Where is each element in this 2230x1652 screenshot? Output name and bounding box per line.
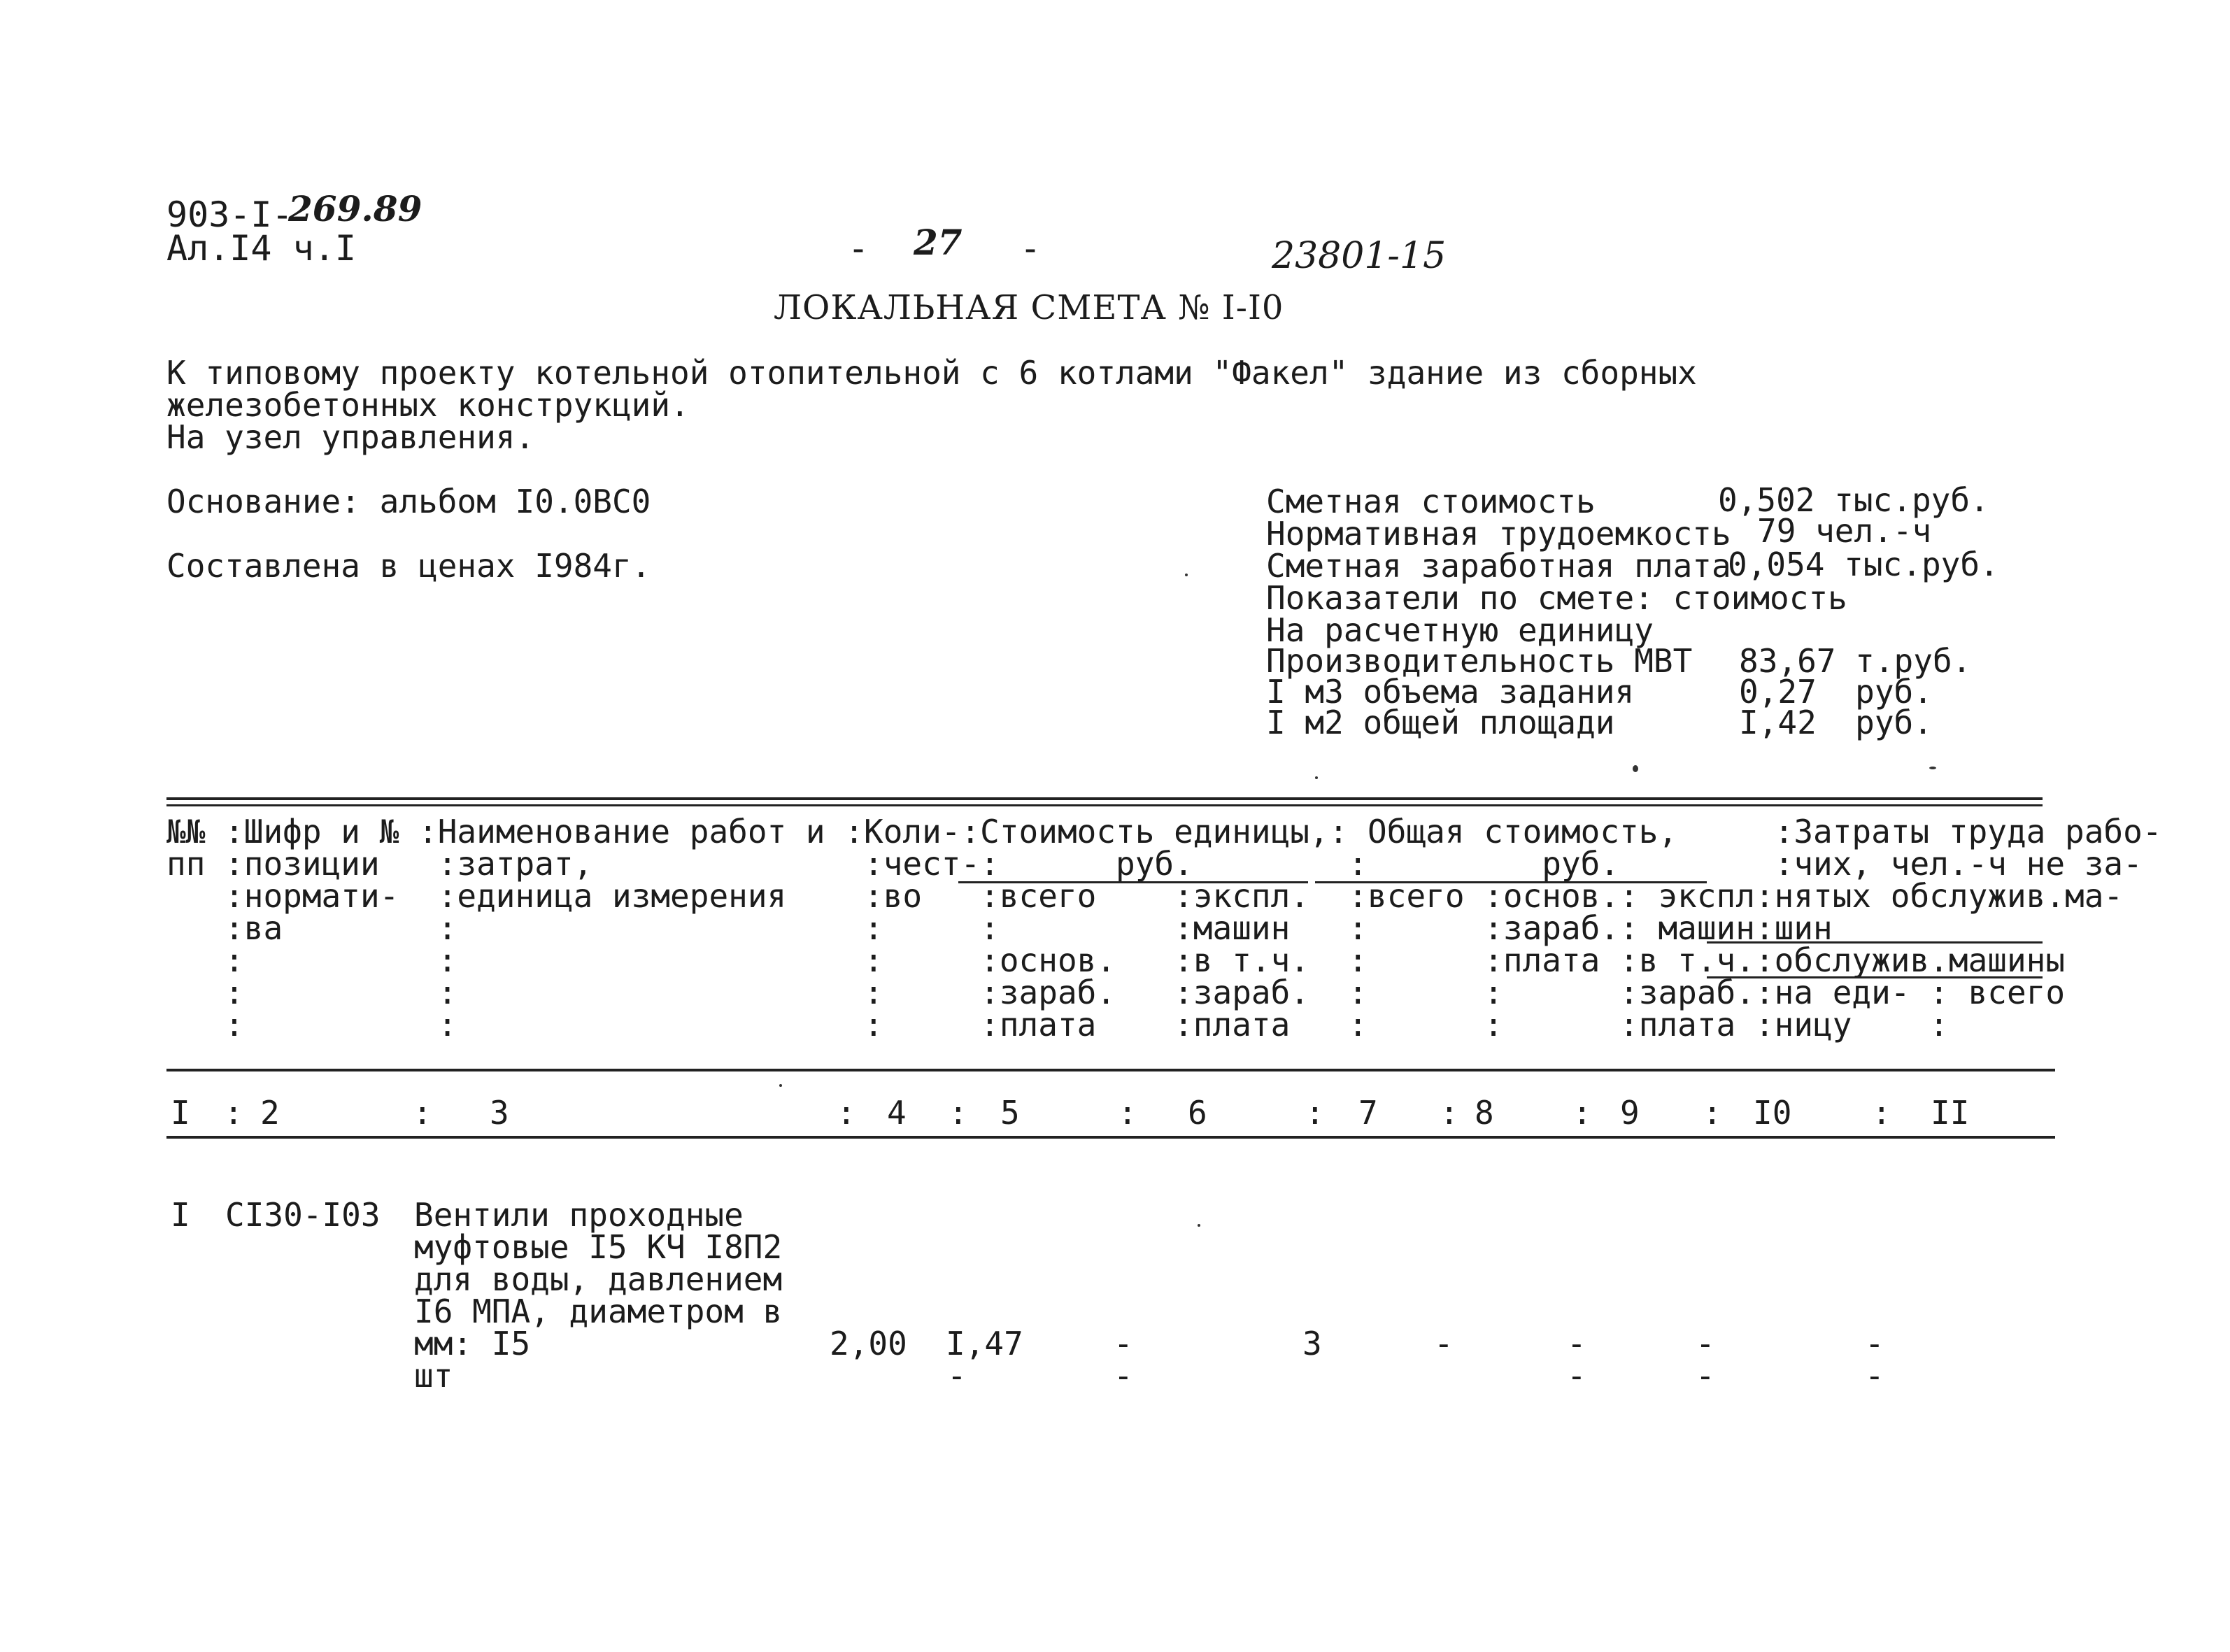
doc-code-prefix: 903-I- — [166, 194, 293, 235]
summary-volume-label: I м3 объема задания — [1266, 673, 1635, 711]
header-bottom-rule — [166, 1069, 2055, 1071]
header-rub-underline-2 — [1315, 881, 1707, 883]
row-qty: 2,00 — [830, 1325, 907, 1362]
summary-area-value: I,42 руб. — [1739, 704, 1933, 741]
summary-volume-value: 0,27 руб. — [1739, 673, 1933, 711]
column-sep: : — [1440, 1094, 1459, 1132]
summary-wage-label: Сметная заработная плата — [1266, 547, 1731, 585]
description-line-2: железобетонных конструкций. — [166, 386, 690, 424]
column-number: I0 — [1753, 1094, 1792, 1132]
row-total: 3 — [1302, 1325, 1322, 1362]
column-number: I — [171, 1094, 190, 1132]
summary-area-label: I м2 общей площади — [1266, 704, 1615, 741]
description-line-3: На узел управления. — [166, 418, 535, 456]
row-name: Вентили проходные муфтовые I5 КЧ I8П2 для воды, давлением I6 МПА, диаметром в мм: I5 шт — [414, 1196, 783, 1395]
summary-cost-label: Сметная стоимость — [1266, 483, 1596, 520]
column-sep: : — [1703, 1094, 1722, 1132]
prices-year: Составлена в ценах I984г. — [166, 547, 651, 585]
column-number: 6 — [1188, 1094, 1207, 1132]
row-code: CI30-I03 — [225, 1196, 381, 1234]
column-number: 4 — [887, 1094, 907, 1132]
summary-labor-value: 79 чел.-ч — [1757, 512, 1932, 550]
column-sep: : — [837, 1094, 856, 1132]
summary-productivity-value: 83,67 т.руб. — [1739, 642, 1972, 680]
scan-speck — [1198, 1224, 1200, 1227]
column-sep: : — [224, 1094, 243, 1132]
column-number: 3 — [490, 1094, 509, 1132]
table-top-rule — [166, 797, 2043, 800]
album-line: Ал.I4 ч.I — [166, 228, 356, 269]
page-title: ЛОКАЛЬНАЯ СМЕТА № I-I0 — [774, 288, 1284, 327]
scan-speck — [779, 1084, 782, 1087]
doc-code-handwritten: 269.89 — [288, 188, 422, 229]
scan-speck — [1315, 776, 1318, 779]
header-service-underline-2 — [1707, 976, 2043, 978]
summary-indicators: Показатели по смете: стоимость — [1266, 579, 1847, 617]
scan-speck — [1185, 574, 1188, 576]
column-sep: : — [1305, 1094, 1325, 1132]
column-number: 9 — [1620, 1094, 1640, 1132]
summary-cost-value: 0,502 тыс.руб. — [1718, 481, 1989, 519]
scan-speck — [1633, 765, 1638, 772]
row-labor-unit-2: - — [1696, 1357, 1715, 1395]
column-number: 2 — [260, 1094, 280, 1132]
page-number: 27 — [914, 222, 963, 263]
summary-per-unit: На расчетную единицу — [1266, 611, 1654, 649]
header-service-underline — [1707, 941, 2043, 944]
summary-labor-label: Нормативная трудоемкость — [1266, 515, 1731, 553]
column-number: 7 — [1358, 1094, 1378, 1132]
column-number: 5 — [1000, 1094, 1020, 1132]
scan-speck — [1929, 767, 1936, 769]
summary-wage-value: 0,054 тыс.руб. — [1728, 546, 1999, 583]
column-number: II — [1931, 1094, 1970, 1132]
page-number-dash-right: - — [1020, 228, 1042, 269]
column-sep: : — [413, 1094, 432, 1132]
row-total-machine: - — [1567, 1325, 1586, 1362]
row-total-wage: - — [1434, 1325, 1454, 1362]
inventory-number: 23801-15 — [1272, 235, 1447, 277]
row-labor-total-2: - — [1865, 1357, 1884, 1395]
row-num: I — [171, 1196, 190, 1234]
column-sep: : — [949, 1094, 968, 1132]
row-unit-total: I,47 — [946, 1325, 1023, 1362]
page-number-dash-left: - — [848, 228, 869, 269]
column-sep: : — [1118, 1094, 1137, 1132]
row-unit-wage: - — [947, 1357, 967, 1395]
row-unit-machine: - — [1114, 1325, 1133, 1362]
summary-productivity-label: Производительность МВТ — [1266, 642, 1693, 680]
column-numbers-underline — [166, 1136, 2055, 1139]
header-rub-underline-1 — [958, 881, 1308, 883]
row-labor-total: - — [1865, 1325, 1884, 1362]
row-unit-machine-wage: - — [1114, 1357, 1133, 1395]
row-total-machine-wage: - — [1567, 1357, 1586, 1395]
table-header: №№ :Шифр и № :Наименование работ и :Коли-:Стоимость единицы,: Общая стоимость, :Затраты труда рабо- пп :позиции :затрат, :чест-: руб. : руб. :чих, чел.-ч не за- :нормати- :единица измерения :во :всего :экспл. :всего :основ.: экспл:нятых обслужив.ма- :ва : : : :машин : :зараб.: машин:шин : : : :основ. :в т.ч. : :плата :в т.ч.:обслужив.машины : : : :зараб. :зараб. : : :зараб.:на еди- : всего : : : :плата :плата : : :плата :ницу : — [166, 813, 2162, 1044]
description-line-1: К типовому проекту котельной отопительной с 6 котлами "Факел" здание из сборных — [166, 354, 1697, 392]
column-sep: : — [1872, 1094, 1891, 1132]
column-number: 8 — [1475, 1094, 1494, 1132]
column-sep: : — [1572, 1094, 1592, 1132]
table-top-rule-2 — [166, 804, 2043, 806]
basis: Основание: альбом I0.0BC0 — [166, 483, 651, 520]
row-labor-unit: - — [1696, 1325, 1715, 1362]
